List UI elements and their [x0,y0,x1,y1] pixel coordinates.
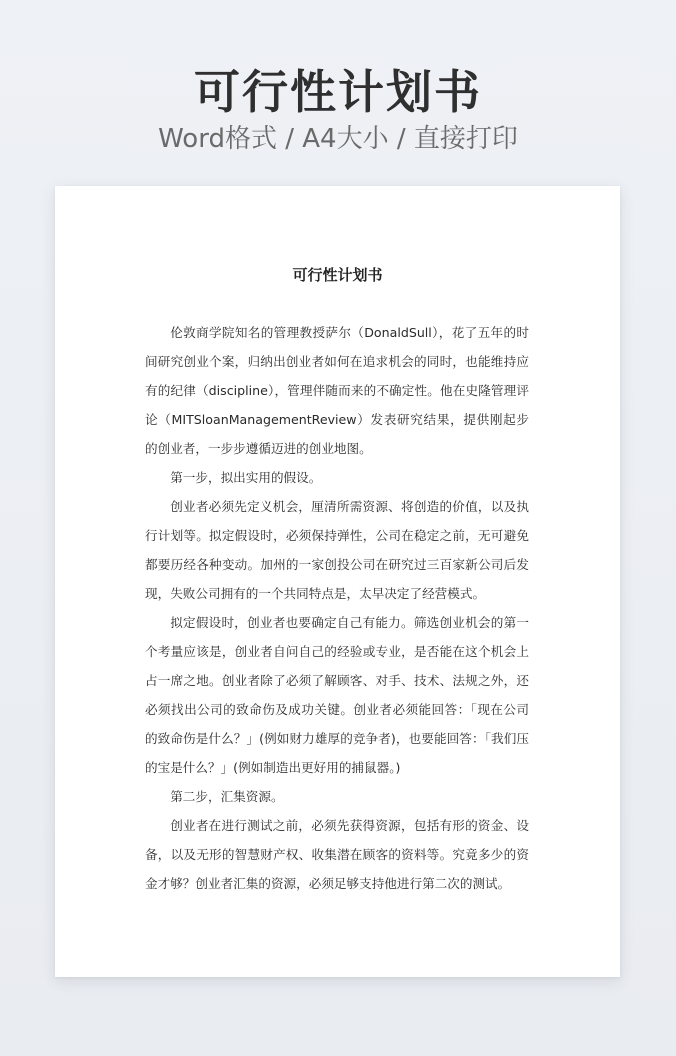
paragraph: 创业者必须先定义机会，厘清所需资源、将创造的价值，以及执行计划等。拟定假设时，必须保持弹性，公司在稳定之前，无可避免都要历经各种变动。加州的一家创投公司在研究过三百家新公司后发现，失败公司拥有的一个共同特点是，太早决定了经营模式。 [145,499,529,601]
page-header [0,62,676,156]
document-title: 可行性计划书 [292,266,383,284]
paragraph: 第一步，拟出实用的假设。 [170,470,322,485]
paragraph: 伦敦商学院知名的管理教授萨尔（DonaldSull），花了五年的时间研究创业个案，归纳出创业者如何在追求机会的同时，也能维持应有的纪律（discipline），管理伴随而来的不确定性。他在史隆管理评论（MITSloanManagementReview）发表研究结果，提供刚起步的创业者，一步步遵循迈进的创业地图。 [145,325,529,456]
page-subtitle: Word格式 / A4大小 / 直接打印 [158,124,518,154]
page-title: 可行性计划书 [194,65,482,119]
paragraph: 拟定假设时，创业者也要确定自己有能力。筛选创业机会的第一个考量应该是，创业者自问自己的经验或专业，是否能在这个机会上占一席之地。创业者除了必须了解顾客、对手、技术、法规之外，还必须找出公司的致命伤及成功关键。创业者必须能回答：「现在公司的致命伤是什么？」(例如财力雄厚的竞争者)，也要能回答：「我们压的宝是什么？」(例如制造出更好用的捕鼠器。) [145,615,529,775]
paragraph: 第二步，汇集资源。 [170,789,284,804]
paragraph: 创业者在进行测试之前，必须先获得资源，包括有形的资金、设备，以及无形的智慧财产权、收集潜在顾客的资料等。究竟多少的资金才够？创业者汇集的资源，必须足够支持他进行第二次的测试。 [145,818,529,891]
document-body [145,318,529,898]
document-page [55,186,620,977]
